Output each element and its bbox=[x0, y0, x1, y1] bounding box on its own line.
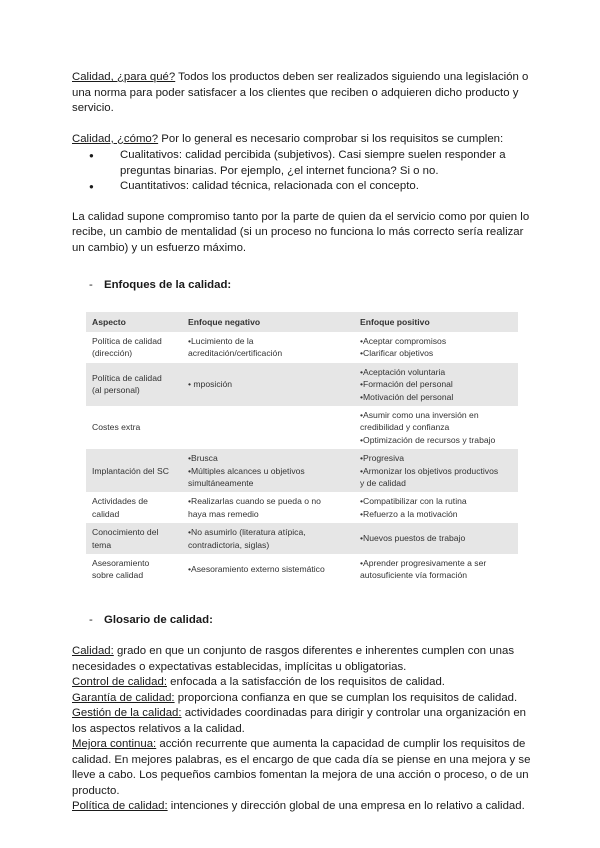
cell-aspecto bbox=[86, 406, 182, 449]
cell-enfoque-positivo bbox=[354, 406, 518, 449]
glosario-definition: enfocada a la satisfacción de los requisitos de calidad. bbox=[166, 676, 445, 689]
cell-enfoque-positivo bbox=[354, 363, 518, 406]
intro-paragraph-2 bbox=[72, 132, 532, 148]
requisitos-list bbox=[72, 148, 532, 195]
glosario-entry bbox=[72, 799, 532, 815]
heading-dash: - bbox=[89, 279, 93, 291]
cell-line: •Optimización de recursos y trabajo bbox=[360, 434, 496, 445]
cell-line: • mposición bbox=[188, 379, 233, 390]
cell-line: •Múltiples alcances u objetivos bbox=[188, 465, 305, 476]
cell-line: •Clarificar objetivos bbox=[360, 348, 434, 359]
cell-line: •Armonizar los objetivos productivos bbox=[360, 465, 499, 476]
cell-line: •Compatibilizar con la rutina bbox=[360, 496, 467, 507]
cell-line: Implantación del SC bbox=[92, 465, 169, 476]
table-row bbox=[86, 406, 518, 449]
cell-line: •Asumir como una inversión en bbox=[360, 409, 479, 420]
cell-enfoque-negativo bbox=[182, 523, 354, 554]
document-page bbox=[72, 70, 532, 815]
table-row bbox=[86, 363, 518, 406]
glosario-entry bbox=[72, 691, 532, 707]
table-row bbox=[86, 332, 518, 363]
cell-line: •Realizarlas cuando se pueda o no bbox=[188, 496, 321, 507]
table-row bbox=[86, 554, 518, 585]
intro-paragraph-1 bbox=[72, 70, 532, 117]
cell-line: contradictoria, siglas) bbox=[188, 539, 270, 550]
glosario-definition: grado en que un conjunto de rasgos diferentes e inherentes cumplen con unas necesidades o expectativas establecidas, implícitas u obligatorias. bbox=[72, 645, 515, 673]
header-enfoque-negativo: Enfoque negativo bbox=[182, 312, 354, 332]
glosario-entry bbox=[72, 706, 532, 737]
cell-aspecto bbox=[86, 523, 182, 554]
heading-dash: - bbox=[89, 613, 93, 626]
cell-line: •Asesoramiento externo sistemático bbox=[188, 564, 325, 575]
cell-line: simultáneamente bbox=[188, 477, 254, 488]
glosario-entry bbox=[72, 644, 532, 675]
enfoques-heading-text: Enfoques de la calidad: bbox=[104, 279, 232, 291]
list-item: ● Cuantitativos: calidad técnica, relacionada con el concepto. bbox=[120, 179, 532, 195]
cell-enfoque-positivo bbox=[354, 332, 518, 363]
cell-line: •Refuerzo a la motivación bbox=[360, 508, 458, 519]
cell-enfoque-negativo bbox=[182, 332, 354, 363]
glosario-term: Gestión de la calidad: bbox=[72, 707, 182, 720]
cell-aspecto bbox=[86, 363, 182, 406]
cell-line: calidad bbox=[92, 508, 120, 519]
table-header-row bbox=[86, 312, 518, 332]
cell-enfoque-negativo bbox=[182, 554, 354, 585]
cell-enfoque-positivo bbox=[354, 449, 518, 492]
enfoques-heading bbox=[72, 278, 532, 294]
glosario-definition: intenciones y dirección global de una empresa en lo relativo a calidad. bbox=[167, 800, 525, 813]
cell-line: Política de calidad bbox=[92, 372, 162, 383]
cell-line: autosuficiente vía formación bbox=[360, 570, 468, 581]
cell-enfoque-negativo bbox=[182, 406, 354, 449]
cell-line: •Aprender progresivamente a ser bbox=[360, 558, 487, 568]
glosario-list bbox=[72, 644, 532, 815]
cell-line: •Lucimiento de la bbox=[188, 335, 254, 346]
cell-aspecto bbox=[86, 492, 182, 523]
glosario-entry bbox=[72, 675, 532, 691]
cell-line: Política de calidad bbox=[92, 335, 162, 346]
table-row bbox=[86, 492, 518, 523]
cell-line: •Aceptación voluntaria bbox=[360, 366, 446, 377]
cell-line: •Nuevos puestos de trabajo bbox=[360, 533, 466, 544]
cell-line: •Motivación del personal bbox=[360, 391, 454, 402]
cell-aspecto bbox=[86, 554, 182, 585]
glosario-definition: acción recurrente que aumenta la capacidad de cumplir los requisitos de calidad. En mejores palabras, es el encargo de que cada día se piense en una mejora y se lleve a cabo. Los pequeños cambios fomentan la mejora de una acción o proceso, o de un producto. bbox=[72, 738, 531, 797]
glosario-heading bbox=[72, 613, 532, 629]
term-como: Calidad, ¿cómo? bbox=[72, 132, 159, 145]
cell-aspecto bbox=[86, 449, 182, 492]
cell-line: •Aceptar compromisos bbox=[360, 335, 447, 346]
glosario-term: Calidad: bbox=[72, 645, 114, 658]
glosario-heading-text: Glosario de calidad: bbox=[104, 613, 213, 626]
glosario-term: Política de calidad: bbox=[72, 800, 168, 813]
cell-enfoque-positivo bbox=[354, 492, 518, 523]
intro-paragraph-3: La calidad supone compromiso tanto por la parte de quien da el servicio como por quien lo recibe, un cambio de mentalidad (si un proceso no funciona lo más correcto sería realizar un cambio) y un esfuerzo máximo. bbox=[72, 210, 530, 254]
glosario-term: Control de calidad: bbox=[72, 676, 167, 689]
cell-line: Actividades de bbox=[92, 496, 148, 507]
cell-line: •No asumirlo (literatura atípica, bbox=[188, 527, 306, 538]
cell-line: haya mas remedio bbox=[188, 508, 259, 519]
table-row bbox=[86, 449, 518, 492]
cell-line: sobre calidad bbox=[92, 570, 144, 581]
cell-line: Asesoramiento bbox=[92, 558, 150, 568]
cell-line: (dirección) bbox=[92, 348, 133, 359]
list-item: ● Cualitativos: calidad percibida (subjetivos). Casi siempre suelen responder a preguntas binarias. Por ejemplo, ¿el internet funciona? Si o no. bbox=[120, 148, 532, 179]
header-enfoque-positivo: Enfoque positivo bbox=[354, 312, 518, 332]
cell-enfoque-negativo bbox=[182, 492, 354, 523]
cell-line: credibilidad y confianza bbox=[360, 422, 450, 433]
glosario-definition: actividades coordinadas para dirigir y controlar una organización en los aspectos relativos a la calidad. bbox=[72, 707, 526, 735]
cell-enfoque-negativo bbox=[182, 449, 354, 492]
cell-line: y de calidad bbox=[360, 477, 406, 488]
glosario-definition: proporciona confianza en que se cumplan los requisitos de calidad. bbox=[174, 691, 518, 704]
cell-line: (al personal) bbox=[92, 385, 140, 396]
cell-line: •Brusca bbox=[188, 453, 218, 464]
cell-line: acreditación/certificación bbox=[188, 348, 283, 359]
term-para-que: Calidad, ¿para qué? bbox=[72, 71, 176, 83]
cell-line: Conocimiento del bbox=[92, 527, 159, 538]
cell-line: •Formación del personal bbox=[360, 379, 453, 390]
cell-line: Costes extra bbox=[92, 422, 141, 433]
header-aspecto: Aspecto bbox=[86, 312, 182, 332]
table-row bbox=[86, 523, 518, 554]
glosario-entry bbox=[72, 737, 532, 799]
cell-enfoque-positivo bbox=[354, 523, 518, 554]
intro-paragraph-2-text: Por lo general es necesario comprobar si los requisitos se cumplen: bbox=[158, 132, 504, 145]
enfoques-table bbox=[86, 312, 518, 585]
intro-paragraph-1-text: Todos los productos deben ser realizados siguiendo una legislación o una norma para poder satisfacer a los clientes que reciben o adquieren dicho producto y servicio. bbox=[72, 71, 529, 114]
cell-line: •Progresiva bbox=[360, 453, 405, 464]
cell-enfoque-negativo bbox=[182, 363, 354, 406]
cell-line: tema bbox=[92, 539, 112, 550]
glosario-term: Mejora continua: bbox=[72, 738, 157, 751]
cell-aspecto bbox=[86, 332, 182, 363]
cell-enfoque-positivo bbox=[354, 554, 518, 585]
glosario-term: Garantía de calidad: bbox=[72, 691, 175, 704]
